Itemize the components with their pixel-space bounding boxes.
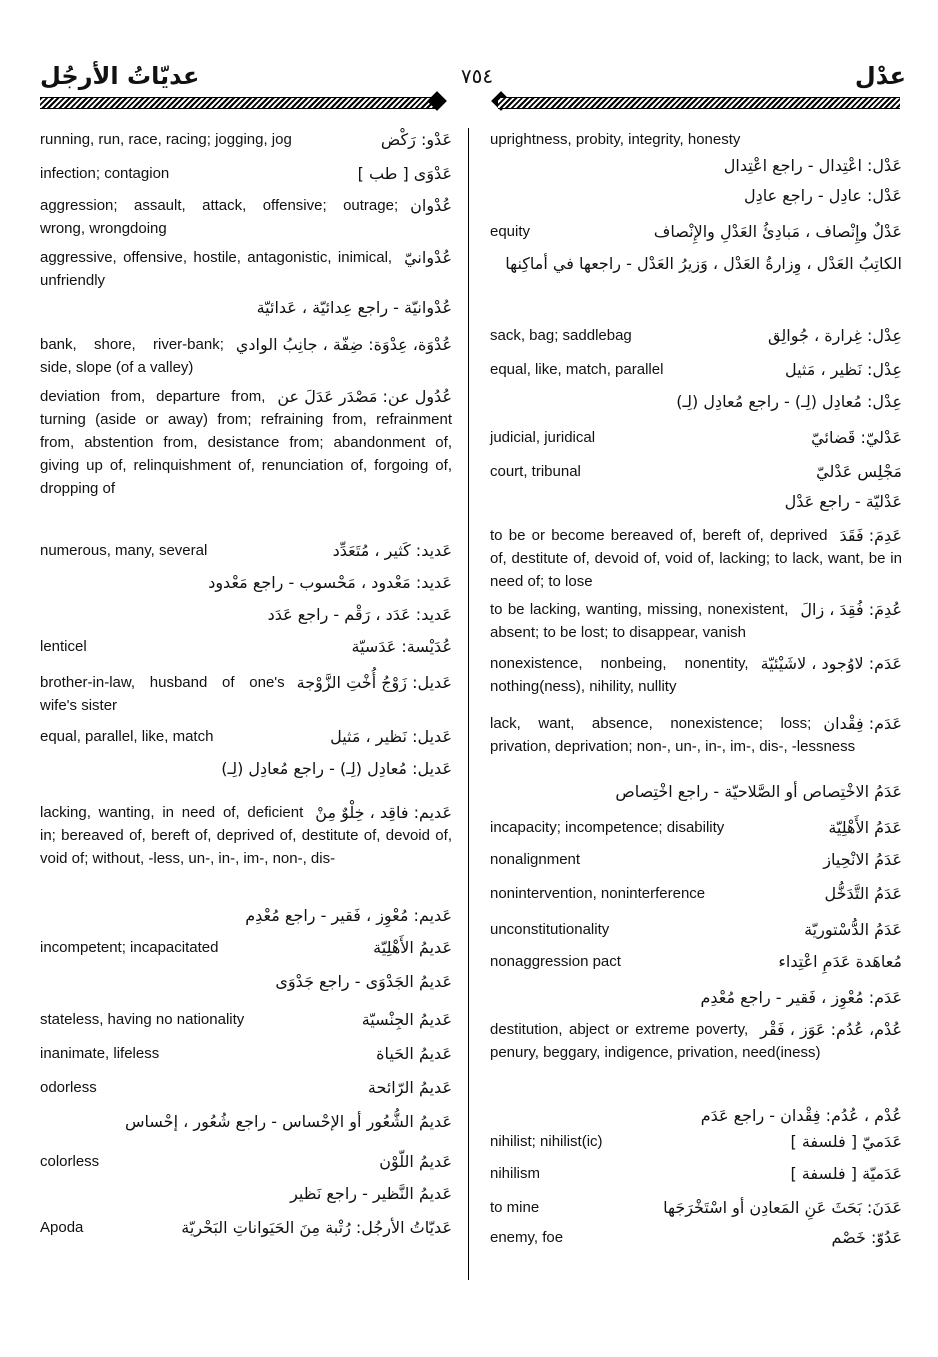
arabic-cross-reference: عَدْليّة - راجع عَدْل <box>784 492 902 511</box>
arabic-cross-reference: عَديد: عَدَد ، رَقْم - راجع عَدَد <box>267 605 452 624</box>
english-definition: incapacity; incompetence; disability <box>490 819 725 836</box>
english-definition: running, run, race, racing; jogging, jog <box>40 131 292 148</box>
english-definition: infection; contagion <box>40 165 170 182</box>
arabic-headword: عُدَيْسة: عَدَسيّة <box>351 637 452 656</box>
english-definition: numerous, many, several <box>40 542 208 559</box>
arabic-cross-reference: عَديمُ النَّظير - راجع نَظير <box>290 1184 452 1203</box>
english-definition: colorless <box>40 1153 100 1170</box>
arabic-headword: عَدَنَ: بَحَثَ عَنِ المَعادِن أو اسْتَخْرَجَها <box>663 1198 902 1217</box>
english-definition: judicial, juridical <box>490 429 596 446</box>
left-entry <box>40 1110 452 1133</box>
english-definition: inanimate, lifeless <box>40 1045 160 1062</box>
arabic-headword: عَديمُ الحَياة <box>376 1044 452 1063</box>
arabic-cross-reference: عُدْم ، عُدُم: فِقْدان - راجع عَدَم <box>700 1106 902 1125</box>
page-header <box>0 58 938 118</box>
right-entry <box>490 652 902 698</box>
english-definition: uprightness, probity, integrity, honesty <box>490 131 741 148</box>
arabic-headword: عَدَمُ الدُّسْتوريّة <box>804 920 902 939</box>
arabic-headword: عَدْليّ: قَضائيّ <box>811 428 902 447</box>
arabic-headword: عُدْوانيّ <box>404 248 452 267</box>
right-entry <box>490 712 902 758</box>
arabic-headword: عَديل: نَظير ، مَثيل <box>330 727 452 746</box>
right-entry <box>490 220 902 243</box>
left-entry <box>40 1042 452 1065</box>
arabic-headword: عَديمُ اللّوْن <box>379 1152 452 1171</box>
english-definition: unconstitutionality <box>490 921 610 938</box>
right-entry <box>490 1018 902 1064</box>
right-entry <box>490 848 902 871</box>
right-entry <box>490 154 902 177</box>
left-entry <box>40 757 452 780</box>
english-definition: aggressive, offensive, hostile, antagonistic, inimical, unfriendly <box>40 249 393 289</box>
arabic-cross-reference: عُدْوانيّة - راجع عِدائيّة ، عَدائيّة <box>256 298 452 317</box>
right-entry <box>490 460 902 483</box>
column-divider <box>468 128 469 1280</box>
english-definition: nonaggression pact <box>490 953 621 970</box>
right-entry <box>490 1104 902 1127</box>
right-entry <box>490 1130 902 1153</box>
left-entry <box>40 1182 452 1205</box>
right-entry <box>490 1196 902 1219</box>
left-entry <box>40 635 452 658</box>
right-entry <box>490 324 902 347</box>
right-entry <box>490 358 902 381</box>
right-entry <box>490 780 902 803</box>
english-definition: nihilism <box>490 1165 541 1182</box>
right-entry <box>490 426 902 449</box>
right-entry <box>490 184 902 207</box>
left-entry <box>40 539 452 562</box>
arabic-cross-reference: عَدْل: اعْتِدال - راجع اعْتِدال <box>723 156 902 175</box>
arabic-cross-reference: عَديم: مُعْوِز ، فَقير - راجع مُعْدِم <box>245 906 452 925</box>
english-definition: to mine <box>490 1199 540 1216</box>
english-definition: deviation from, departure from, turning (aside or away) from; refraining from, refrainment from, abstention from, desistance from; abandonment of, giving up of, relinquishment of, renunciation of, forgoing of, dropping of <box>40 388 452 497</box>
english-definition: nonexistence, nonbeing, nonentity, nothing(ness), nihility, nullity <box>490 655 749 695</box>
left-entry <box>40 1216 452 1239</box>
right-entry <box>490 598 902 644</box>
english-definition: equity <box>490 223 531 240</box>
arabic-headword: عَديمُ الأَهْلِيّة <box>373 938 452 957</box>
header-ornament-rule-left <box>40 97 435 109</box>
arabic-headword: عَديد: كَثير ، مُتَعَدِّد <box>332 541 452 560</box>
english-definition: to be or become bereaved of, bereft of, deprived of, destitute of, devoid of, void of, lacking; to lack, want, be in need of; to lose <box>490 527 902 590</box>
header-ornament-rule-right <box>498 97 900 109</box>
right-entry <box>490 986 902 1009</box>
english-definition: odorless <box>40 1079 97 1096</box>
left-entry <box>40 1150 452 1173</box>
english-definition: lacking, wanting, in need of, deficient in; bereaved of, bereft of, deprived of, destitute of, devoid of, void of; without, -less, un-, in-, im-, non-, dis- <box>40 804 452 867</box>
arabic-headword: عُدْوان <box>410 196 452 215</box>
arabic-cross-reference: عِدْل: مُعادِل (لِـ) - راجع مُعادِل (لِـ) <box>676 392 902 411</box>
arabic-headword: عَديمُ الرّائحة <box>367 1078 452 1097</box>
english-definition: sack, bag; saddlebag <box>490 327 632 344</box>
arabic-headword: عَدْوَى [ طب ] <box>357 164 452 183</box>
left-running-head: عديّاتُ الأرجُل <box>40 62 200 90</box>
left-entry <box>40 571 452 594</box>
right-running-head: عدْل <box>854 62 906 90</box>
arabic-headword: عِدْل: غِرارة ، جُوالِق <box>768 326 902 345</box>
english-definition: destitution, abject or extreme poverty, penury, beggary, indigence, privation, need(iness) <box>490 1021 821 1061</box>
arabic-cross-reference: عَديل: مُعادِل (لِـ) - راجع مُعادِل (لِـ) <box>221 759 452 778</box>
arabic-headword: عَدَميّة [ فلسفة ] <box>790 1164 902 1183</box>
arabic-headword: عَدْو: رَكْض <box>380 130 452 149</box>
arabic-cross-reference: عَدْل: عادِل - راجع عادِل <box>744 186 902 205</box>
left-entry <box>40 194 452 240</box>
arabic-headword: عَدَم: فِقْدان <box>823 714 902 733</box>
arabic-cross-reference: عَدَمُ الاخْتِصاص أو الصَّلاحيّة - راجع اخْتِصاص <box>615 782 902 801</box>
english-definition: nonintervention, noninterference <box>490 885 706 902</box>
arabic-cross-reference: عَديمُ الشُّعُور أو الإحْساس - راجع شُعُور ، إحْساس <box>125 1112 452 1131</box>
english-definition: stateless, having no nationality <box>40 1011 245 1028</box>
arabic-headword: عَديم: فاقِد ، خِلْوٌ مِنْ <box>315 803 452 822</box>
arabic-headword: عَدَمُ التَّدَخُّل <box>824 884 902 903</box>
arabic-headword: عُدُول عن: مَصْدَر عَدَلَ عن <box>277 387 452 406</box>
english-definition: equal, parallel, like, match <box>40 728 214 745</box>
arabic-headword: عِدْل: نَظير ، مَثيل <box>785 360 902 379</box>
english-definition: lack, want, absence, nonexistence; loss; privation, deprivation; non-, un-, in-, im-, dis-, -lessness <box>490 715 856 755</box>
arabic-cross-reference: الكاتِبُ العَدْل ، وِزارةُ العَدْل ، وَزيرُ العَدْل - راجعها في أماكِنها <box>505 254 902 273</box>
left-entry <box>40 296 452 319</box>
arabic-headword: مَجْلِس عَدْليّ <box>816 462 902 481</box>
english-definition: court, tribunal <box>490 463 581 480</box>
arabic-headword: مُعاهَدة عَدَمِ اعْتِداء <box>778 952 902 971</box>
left-entry <box>40 904 452 927</box>
arabic-headword: عَدَمُ الانْحِياز <box>823 850 902 869</box>
arabic-cross-reference: عَدَم: مُعْوِز ، فَقير - راجع مُعْدِم <box>700 988 902 1007</box>
page-number: ٧٥٤ <box>460 64 494 88</box>
left-entry <box>40 671 452 717</box>
right-entry <box>490 390 902 413</box>
left-entry <box>40 801 452 870</box>
arabic-headword: عَدَميّ [ فلسفة ] <box>790 1132 902 1151</box>
arabic-cross-reference: عَديمُ الجَدْوَى - راجع جَدْوَى <box>275 972 452 991</box>
right-entry <box>490 252 902 275</box>
arabic-headword: عَدَم: لاوُجود ، لاشَيْئيّة <box>760 654 902 673</box>
arabic-cross-reference: عَديد: مَعْدود ، مَحْسوب - راجع مَعْدود <box>208 573 452 592</box>
left-entry <box>40 162 452 185</box>
left-entry <box>40 246 452 292</box>
arabic-headword: عَدْلٌ وإِنْصاف ، مَبادِئُ العَدْلِ والإِنْصاف <box>653 222 902 241</box>
left-entry <box>40 128 452 151</box>
english-definition: aggression; assault, attack, offensive; outrage; wrong, wrongdoing <box>40 197 399 237</box>
right-entry <box>490 1226 902 1249</box>
right-entry <box>490 1162 902 1185</box>
arabic-headword: عَديمُ الجِنْسيّة <box>361 1010 452 1029</box>
english-definition: incompetent; incapacitated <box>40 939 219 956</box>
arabic-headword: عُدْوَة، عِدْوَة: ضِفّة ، جانِبُ الوادي <box>235 335 452 354</box>
right-entry <box>490 950 902 973</box>
english-definition: nihilist; nihilist(ic) <box>490 1133 603 1150</box>
english-definition: nonalignment <box>490 851 581 868</box>
left-entry <box>40 603 452 626</box>
left-entry <box>40 385 452 500</box>
left-entry <box>40 333 452 379</box>
arabic-headword: عَدُوّ: خَصْم <box>831 1228 902 1247</box>
english-definition: bank, shore, river-bank; side, slope (of a valley) <box>40 336 224 376</box>
english-definition: Apoda <box>40 1219 84 1236</box>
arabic-headword: عُدِمَ: فُقِدَ ، زالَ <box>800 600 902 619</box>
english-definition: equal, like, match, parallel <box>490 361 664 378</box>
left-entry <box>40 725 452 748</box>
english-definition: to be lacking, wanting, missing, nonexistent, absent; to be lost; to disappear, vanish <box>490 601 789 641</box>
arabic-headword: عُدْم، عُدُم: عَوَز ، فَقْر <box>760 1020 902 1039</box>
right-entry <box>490 918 902 941</box>
right-entry <box>490 816 902 839</box>
left-entry <box>40 970 452 993</box>
right-entry <box>490 524 902 593</box>
right-entry <box>490 882 902 905</box>
right-entry <box>490 490 902 513</box>
english-definition: enemy, foe <box>490 1229 564 1246</box>
arabic-headword: عَديل: زَوْجُ أُخْتِ الزَّوْجة <box>296 673 452 692</box>
arabic-headword: عَدِمَ: فَقَدَ <box>839 526 902 545</box>
english-definition: brother-in-law, husband of one's wife's sister <box>40 674 285 714</box>
left-entry <box>40 936 452 959</box>
left-entry <box>40 1008 452 1031</box>
english-definition: lenticel <box>40 638 87 655</box>
left-entry <box>40 1076 452 1099</box>
arabic-headword: عَديّاتُ الأرجُل: رُتْبة مِنَ الحَيَواناتِ البَحْريّة <box>181 1218 452 1237</box>
arabic-headword: عَدَمُ الأَهْلِيّة <box>828 818 902 837</box>
right-entry <box>490 128 902 151</box>
